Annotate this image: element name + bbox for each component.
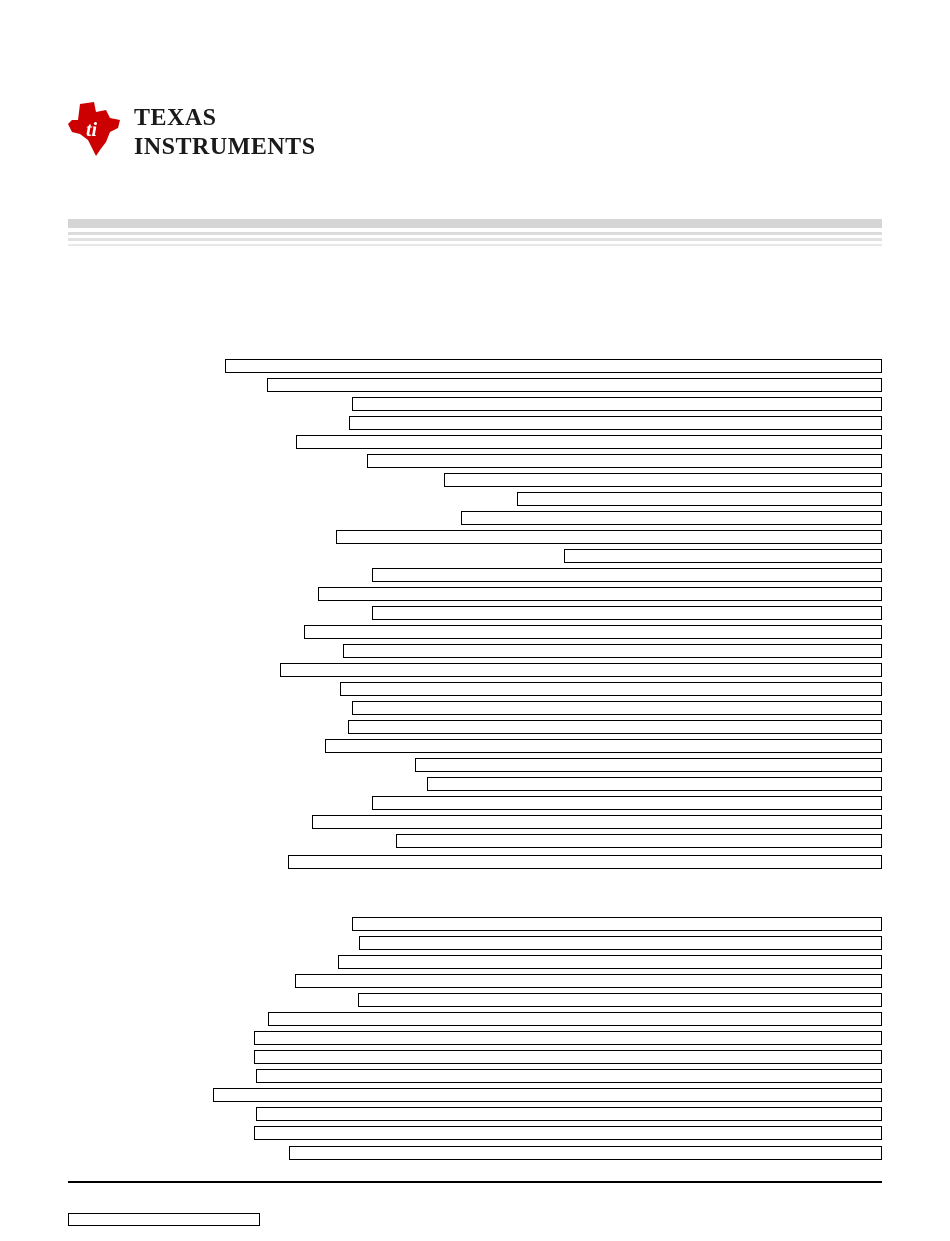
logo-wordmark-line1: TEXAS bbox=[134, 105, 217, 131]
toc-entry[interactable] bbox=[338, 955, 882, 969]
footer-text-box bbox=[68, 1213, 260, 1226]
toc-entry[interactable] bbox=[256, 1069, 882, 1083]
toc-entry[interactable] bbox=[268, 1012, 882, 1026]
toc-entry[interactable] bbox=[213, 1088, 882, 1102]
svg-text:ti: ti bbox=[86, 119, 98, 141]
toc-entry[interactable] bbox=[352, 917, 882, 931]
toc-entry[interactable] bbox=[289, 1146, 882, 1160]
toc-entry[interactable] bbox=[359, 936, 882, 950]
footer-rule bbox=[68, 1181, 882, 1183]
toc-entry[interactable] bbox=[254, 1031, 882, 1045]
toc-entry[interactable] bbox=[256, 1107, 882, 1121]
logo-wordmark-line2: INSTRUMENTS bbox=[134, 134, 316, 160]
toc-entry[interactable] bbox=[295, 974, 882, 988]
toc-entry[interactable] bbox=[254, 1050, 882, 1064]
toc-entry[interactable] bbox=[358, 993, 882, 1007]
toc-entry[interactable] bbox=[254, 1126, 882, 1140]
